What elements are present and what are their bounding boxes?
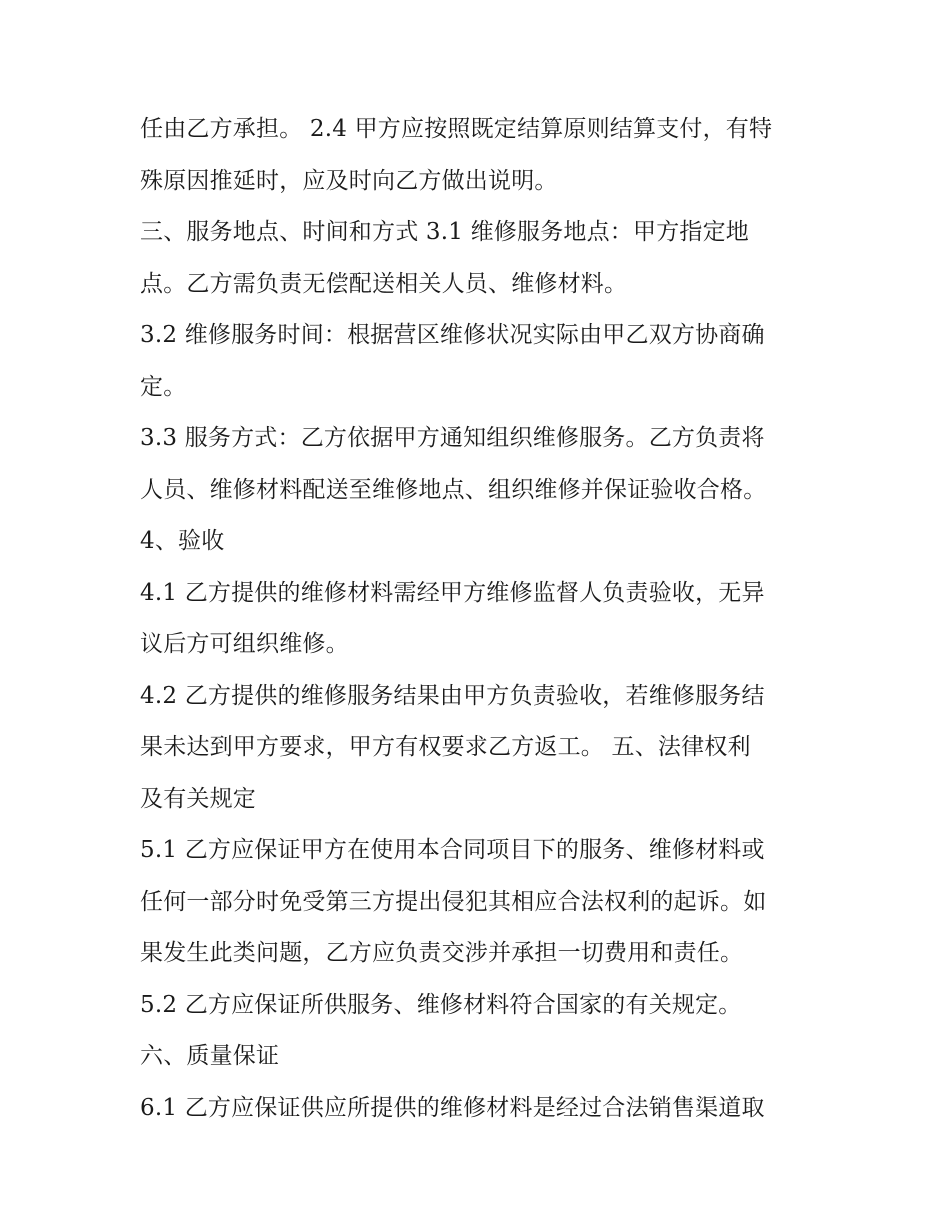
text-line: 任何一部分时免受第三方提出侵犯其相应合法权利的起诉。如 — [140, 888, 767, 915]
text-line: 3.3 服务方式：乙方依据甲方通知组织维修服务。乙方负责将 — [140, 425, 765, 451]
text-line: 定。 — [140, 373, 187, 400]
text-line: 点。乙方需负责无偿配送相关人员、维修材料。 — [140, 270, 628, 297]
text-line: 果发生此类问题，乙方应负责交涉并承担一切费用和责任。 — [140, 940, 744, 966]
text-line: 殊原因推延时，应及时向乙方做出说明。 — [140, 167, 558, 194]
document-body — [140, 104, 830, 1134]
text-line: 4.2 乙方提供的维修服务结果由甲方负责验收，若维修服务结 — [140, 682, 765, 709]
text-line: 3.2 维修服务时间：根据营区维修状况实际由甲乙双方协商确 — [140, 322, 765, 348]
section-heading-line: 三、服务地点、时间和方式 3.1 维修服务地点：甲方指定地 — [140, 219, 749, 245]
text-line: 5.2 乙方应保证所供服务、维修材料符合国家的有关规定。 — [140, 991, 742, 1018]
text-line: 任由乙方承担。 2.4 甲方应按照既定结算原则结算支付，有特 — [140, 116, 773, 142]
text-line: 及有关规定 — [140, 785, 256, 812]
section-heading-line: 4、验收 — [140, 528, 225, 554]
section-heading-line: 六、质量保证 — [140, 1043, 280, 1069]
text-line: 果未达到甲方要求，甲方有权要求乙方返工。 五、法律权利 — [140, 734, 751, 760]
text-line: 人员、维修材料配送至维修地点、组织维修并保证验收合格。 — [140, 476, 767, 503]
text-line: 5.1 乙方应保证甲方在使用本合同项目下的服务、维修材料或 — [140, 837, 765, 863]
text-line: 6.1 乙方应保证供应所提供的维修材料是经过合法销售渠道取 — [140, 1094, 765, 1121]
text-line: 议后方可组织维修。 — [140, 631, 349, 657]
text-line: 4.1 乙方提供的维修材料需经甲方维修监督人负责验收，无异 — [140, 579, 765, 606]
